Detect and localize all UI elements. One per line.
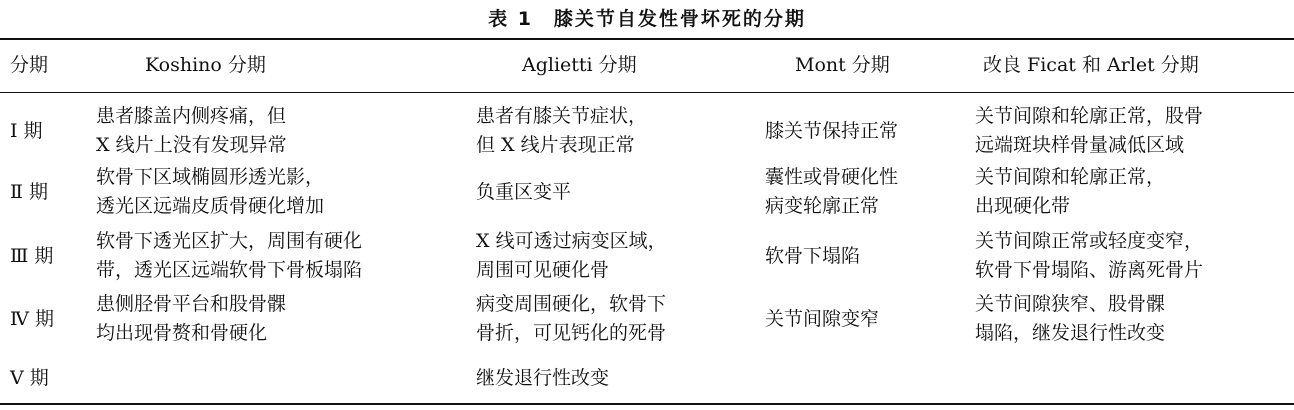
row-4-koshino [96,290,286,348]
row-3-mont-line-1: 软骨下塌陷 [765,245,861,267]
header-koshino: Koshino 分期 [145,54,266,76]
row-4-koshino-line-2: 均出现骨赘和骨硬化 [96,322,268,344]
row-3-aglietti [476,227,667,285]
row-4-ficat-line-2: 塌陷，继发退行性改变 [975,322,1166,344]
row-1-ficat-line-1: 关节间隙和轮廓正常，股骨 [975,105,1204,127]
row-2-koshino-line-2: 透光区远端皮质骨硬化增加 [96,195,325,217]
row-3-ficat [975,227,1203,285]
row-2-ficat-line-1: 关节间隙和轮廓正常， [975,166,1166,188]
header-rule [0,92,1294,93]
row-3-ficat-line-1: 关节间隙正常或轻度变窄， [975,230,1204,252]
row-3-aglietti-line-1: X 线可透过病变区域， [476,230,667,252]
row-2-stage: Ⅱ 期 [10,181,48,203]
row-2-mont-line-2: 病变轮廓正常 [765,195,880,217]
row-2-ficat [975,163,1165,221]
row-4-ficat [975,290,1165,348]
bottom-rule [0,403,1294,405]
row-1-ficat [975,102,1203,160]
header-ficat: 改良 Ficat 和 Arlet 分期 [983,54,1199,76]
row-2-aglietti-line-1: 负重区变平 [476,181,572,203]
row-1-aglietti-line-2: 但 X 线片表现正常 [476,134,635,156]
row-5-aglietti-line-1: 继发退行性改变 [476,367,610,389]
row-3-stage: Ⅲ 期 [10,245,54,267]
row-4-koshino-line-1: 患侧胫骨平台和股骨髁 [96,293,287,315]
row-2-ficat-line-2: 出现硬化带 [975,195,1071,217]
row-5-aglietti [476,364,609,393]
row-4-aglietti-line-1: 病变周围硬化，软骨下 [476,293,667,315]
row-4-mont [765,305,879,334]
row-2-koshino [96,163,324,221]
header-aglietti: Aglietti 分期 [522,54,637,76]
row-3-koshino-line-2: 带，透光区远端软骨下骨板塌陷 [96,259,363,281]
row-1-stage: Ⅰ 期 [10,120,43,142]
table-caption: 表 1 膝关节自发性骨坏死的分期 [488,8,806,30]
row-3-ficat-line-2: 软骨下骨塌陷、游离死骨片 [975,259,1204,281]
row-1-aglietti-line-1: 患者有膝关节症状， [476,105,648,127]
row-2-mont [765,163,898,221]
row-3-koshino-line-1: 软骨下透光区扩大，周围有硬化 [96,230,363,252]
row-4-aglietti-line-2: 骨折，可见钙化的死骨 [476,322,667,344]
row-5-stage: Ⅴ 期 [10,367,49,389]
row-1-koshino [96,102,287,160]
row-4-mont-line-1: 关节间隙变窄 [765,308,880,330]
header-mont: Mont 分期 [795,54,890,76]
row-2-koshino-line-1: 软骨下区域椭圆形透光影， [96,166,325,188]
row-1-mont-line-1: 膝关节保持正常 [765,120,899,142]
row-1-mont [765,117,898,146]
row-1-aglietti [476,102,647,160]
row-4-ficat-line-1: 关节间隙狭窄、股骨髁 [975,293,1166,315]
row-4-stage: Ⅳ 期 [10,308,55,330]
row-2-aglietti [476,178,571,207]
row-3-mont [765,242,860,271]
row-4-aglietti [476,290,666,348]
row-3-aglietti-line-2: 周围可见硬化骨 [476,259,610,281]
row-2-mont-line-1: 囊性或骨硬化性 [765,166,899,188]
row-1-ficat-line-2: 远端斑块样骨量减低区域 [975,134,1185,156]
row-1-koshino-line-2: X 线片上没有发现异常 [96,134,287,156]
row-3-koshino [96,227,362,285]
header-stage: 分期 [10,54,49,76]
row-1-koshino-line-1: 患者膝盖内侧疼痛，但 [96,105,287,127]
